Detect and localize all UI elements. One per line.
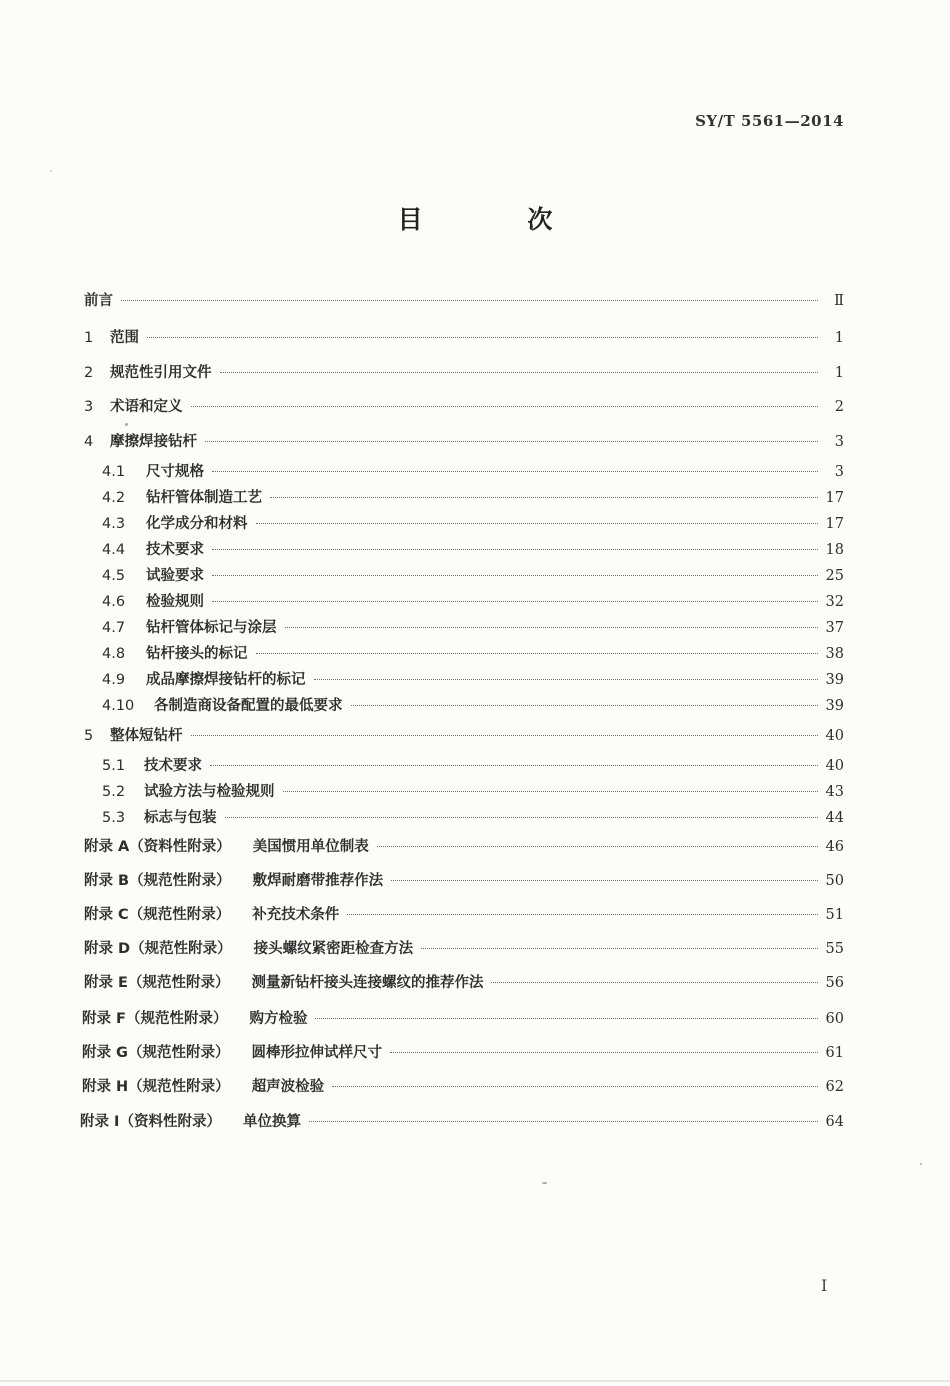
appendix-tag: 附录 D（规范性附录） xyxy=(84,941,232,957)
toc-entry-number: 5 xyxy=(84,728,94,744)
toc-entry-number: 4.1 xyxy=(102,464,126,480)
dot-leader xyxy=(205,441,818,442)
toc-entry-4-2[interactable] xyxy=(102,489,844,507)
toc-entry-page: 39 xyxy=(825,698,844,714)
dot-leader xyxy=(270,497,818,498)
toc-entry-number: 3 xyxy=(84,399,94,415)
toc-entry-5-2[interactable] xyxy=(102,783,844,801)
dot-leader xyxy=(212,549,818,550)
toc-entry-label: 试验方法与检验规则 xyxy=(144,784,275,800)
toc-entry-label: 整体短钻杆 xyxy=(110,728,183,744)
dot-leader xyxy=(347,914,817,915)
toc-entry-foreword[interactable] xyxy=(84,292,844,310)
appendix-tag: 附录 I（资料性附录） xyxy=(80,1114,221,1130)
toc-entry-number: 4.5 xyxy=(102,568,126,584)
dot-leader xyxy=(332,1086,817,1087)
toc-entry-page: 25 xyxy=(825,568,844,584)
toc-entry-page: 46 xyxy=(825,839,844,855)
dot-leader xyxy=(491,982,817,983)
dot-leader xyxy=(225,817,818,818)
toc-entry-4-4[interactable] xyxy=(102,541,844,559)
toc-entry-page: 56 xyxy=(825,975,844,991)
toc-entry-number: 4.7 xyxy=(102,620,126,636)
toc-entry-label: 接头螺纹紧密距检查方法 xyxy=(253,941,414,957)
toc-entry-page: 60 xyxy=(825,1011,844,1027)
toc-entry-label: 试验要求 xyxy=(146,568,204,584)
dot-leader xyxy=(256,653,818,654)
toc-entry-page: 51 xyxy=(825,907,844,923)
toc-entry-page: 39 xyxy=(825,672,844,688)
toc-entry-label: 补充技术条件 xyxy=(252,907,340,923)
toc-entry-5-1[interactable] xyxy=(102,757,844,775)
dot-leader xyxy=(210,765,818,766)
toc-entry-label: 测量新钻杆接头连接螺纹的推荐作法 xyxy=(251,975,484,991)
toc-entry-label: 成品摩擦焊接钻杆的标记 xyxy=(146,672,306,688)
scan-speck xyxy=(542,1182,547,1184)
dot-leader xyxy=(421,948,817,949)
toc-entry-number: 4.10 xyxy=(102,698,135,714)
toc-entry-label: 技术要求 xyxy=(144,758,202,774)
appendix-tag: 附录 E（规范性附录） xyxy=(84,975,230,991)
dot-leader xyxy=(285,627,818,628)
dot-leader xyxy=(391,880,817,881)
toc-entry-number: 5.2 xyxy=(102,784,126,800)
page-folio: I xyxy=(821,1276,828,1295)
toc-entry-4-9[interactable] xyxy=(102,671,844,689)
toc-entry-number: 4 xyxy=(84,434,94,450)
toc-entry-label: 各制造商设备配置的最低要求 xyxy=(154,698,343,714)
toc-entry-number: 4.3 xyxy=(102,516,126,532)
dot-leader xyxy=(256,523,818,524)
toc-entry-4[interactable] xyxy=(84,433,844,451)
toc-entry-label: 单位换算 xyxy=(242,1114,301,1130)
toc-entry-page: 62 xyxy=(825,1079,844,1095)
toc-entry-appendix-c[interactable] xyxy=(84,906,844,924)
toc-entry-appendix-b[interactable] xyxy=(84,872,844,890)
toc-entry-page: 40 xyxy=(825,758,844,774)
toc-entry-4-1[interactable] xyxy=(102,463,844,481)
toc-entry-label: 规范性引用文件 xyxy=(110,365,212,381)
toc-entry-5-3[interactable] xyxy=(102,809,844,827)
toc-entry-page: 55 xyxy=(825,941,844,957)
toc-entry-label: 敷焊耐磨带推荐作法 xyxy=(252,873,384,889)
scan-speck xyxy=(125,423,128,426)
appendix-tag: 附录 B（规范性附录） xyxy=(84,873,231,889)
toc-entry-page: 44 xyxy=(825,810,844,826)
toc-entry-number: 5.1 xyxy=(102,758,126,774)
dot-leader xyxy=(147,337,818,338)
dot-leader xyxy=(315,1018,817,1019)
dot-leader xyxy=(390,1052,818,1053)
toc-entry-appendix-g[interactable] xyxy=(82,1044,844,1062)
toc-entry-label: 前言 xyxy=(84,293,113,309)
appendix-tag: 附录 H（规范性附录） xyxy=(82,1079,230,1095)
toc-entry-appendix-h[interactable] xyxy=(82,1078,844,1096)
toc-entry-label: 范围 xyxy=(110,330,139,346)
toc-entry-label: 美国惯用单位制表 xyxy=(252,839,369,855)
toc-entry-page: 3 xyxy=(834,434,844,450)
toc-entry-label: 超声波检验 xyxy=(251,1079,325,1095)
toc-entry-appendix-f[interactable] xyxy=(82,1010,844,1028)
dot-leader xyxy=(212,471,818,472)
toc-entry-label: 化学成分和材料 xyxy=(146,516,248,532)
toc-entry-number: 5.3 xyxy=(102,810,126,826)
toc-entry-page: 61 xyxy=(825,1045,844,1061)
toc-entry-page: 3 xyxy=(834,464,844,480)
toc-entry-page: 1 xyxy=(834,365,844,381)
toc-entry-4-8[interactable] xyxy=(102,645,844,663)
toc-entry-label: 检验规则 xyxy=(146,594,204,610)
scan-speck xyxy=(50,170,52,172)
toc-entry-number: 4.2 xyxy=(102,490,126,506)
appendix-tag: 附录 F（规范性附录） xyxy=(82,1011,228,1027)
toc-entry-number: 4.6 xyxy=(102,594,126,610)
toc-entry-appendix-i[interactable] xyxy=(80,1113,844,1131)
dot-leader xyxy=(283,791,818,792)
toc-entry-4-5[interactable] xyxy=(102,567,844,585)
toc-entry-4-6[interactable] xyxy=(102,593,844,611)
toc-entry-page: 37 xyxy=(825,620,844,636)
page-title: 目 次 xyxy=(397,205,601,234)
dot-leader xyxy=(191,406,819,407)
dot-leader xyxy=(191,735,818,736)
page-bottom-edge xyxy=(0,1380,950,1382)
dot-leader xyxy=(212,601,818,602)
toc-entry-label: 购方检验 xyxy=(249,1011,308,1027)
dot-leader xyxy=(314,679,818,680)
dot-leader xyxy=(377,846,818,847)
toc-entry-4-3[interactable] xyxy=(102,515,844,533)
toc-entry-label: 钻杆接头的标记 xyxy=(146,646,248,662)
toc-entry-label: 标志与包装 xyxy=(144,810,217,826)
toc-entry-number: 2 xyxy=(84,365,94,381)
appendix-tag: 附录 G（规范性附录） xyxy=(82,1045,230,1061)
toc-entry-appendix-d[interactable] xyxy=(84,940,844,958)
toc-entry-page: 40 xyxy=(825,728,844,744)
toc-entry-4-7[interactable] xyxy=(102,619,844,637)
toc-entry-page: 17 xyxy=(825,490,844,506)
toc-entry-number: 4.8 xyxy=(102,646,126,662)
toc-entry-5[interactable] xyxy=(84,727,844,745)
toc-entry-label: 圆棒形拉伸试样尺寸 xyxy=(251,1045,382,1061)
toc-entry-3[interactable] xyxy=(84,398,844,416)
standard-code: SY/T 5561—2014 xyxy=(695,112,844,130)
toc-entry-appendix-e[interactable] xyxy=(84,974,844,992)
toc-entry-page: 43 xyxy=(825,784,844,800)
toc-entry-page: 50 xyxy=(825,873,844,889)
toc-entry-page: 38 xyxy=(825,646,844,662)
toc-entry-appendix-a[interactable] xyxy=(84,838,844,856)
toc-entry-number: 1 xyxy=(84,330,94,346)
toc-entry-1[interactable] xyxy=(84,329,844,347)
toc-entry-page: 18 xyxy=(825,542,844,558)
toc-entry-page: Ⅱ xyxy=(834,293,844,309)
toc-entry-4-10[interactable] xyxy=(102,697,844,715)
toc-entry-page: 2 xyxy=(834,399,844,415)
toc-entry-label: 术语和定义 xyxy=(110,399,183,415)
dot-leader xyxy=(351,705,818,706)
appendix-tag: 附录 C（规范性附录） xyxy=(84,907,231,923)
dot-leader xyxy=(220,372,819,373)
toc-entry-label: 摩擦焊接钻杆 xyxy=(110,434,197,450)
toc-entry-label: 钻杆管体制造工艺 xyxy=(146,490,262,506)
toc-entry-page: 1 xyxy=(834,330,844,346)
toc-entry-number: 4.9 xyxy=(102,672,126,688)
toc-entry-page: 32 xyxy=(825,594,844,610)
dot-leader xyxy=(212,575,818,576)
toc-entry-label: 尺寸规格 xyxy=(146,464,204,480)
toc-entry-2[interactable] xyxy=(84,364,844,382)
toc-entry-page: 17 xyxy=(825,516,844,532)
toc-entry-number: 4.4 xyxy=(102,542,126,558)
toc-entry-label: 钻杆管体标记与涂层 xyxy=(146,620,277,636)
toc-entry-label: 技术要求 xyxy=(146,542,204,558)
appendix-tag: 附录 A（资料性附录） xyxy=(84,839,231,855)
dot-leader xyxy=(121,300,818,301)
toc-entry-page: 64 xyxy=(825,1114,844,1130)
scan-speck xyxy=(920,1163,922,1165)
dot-leader xyxy=(309,1121,818,1122)
